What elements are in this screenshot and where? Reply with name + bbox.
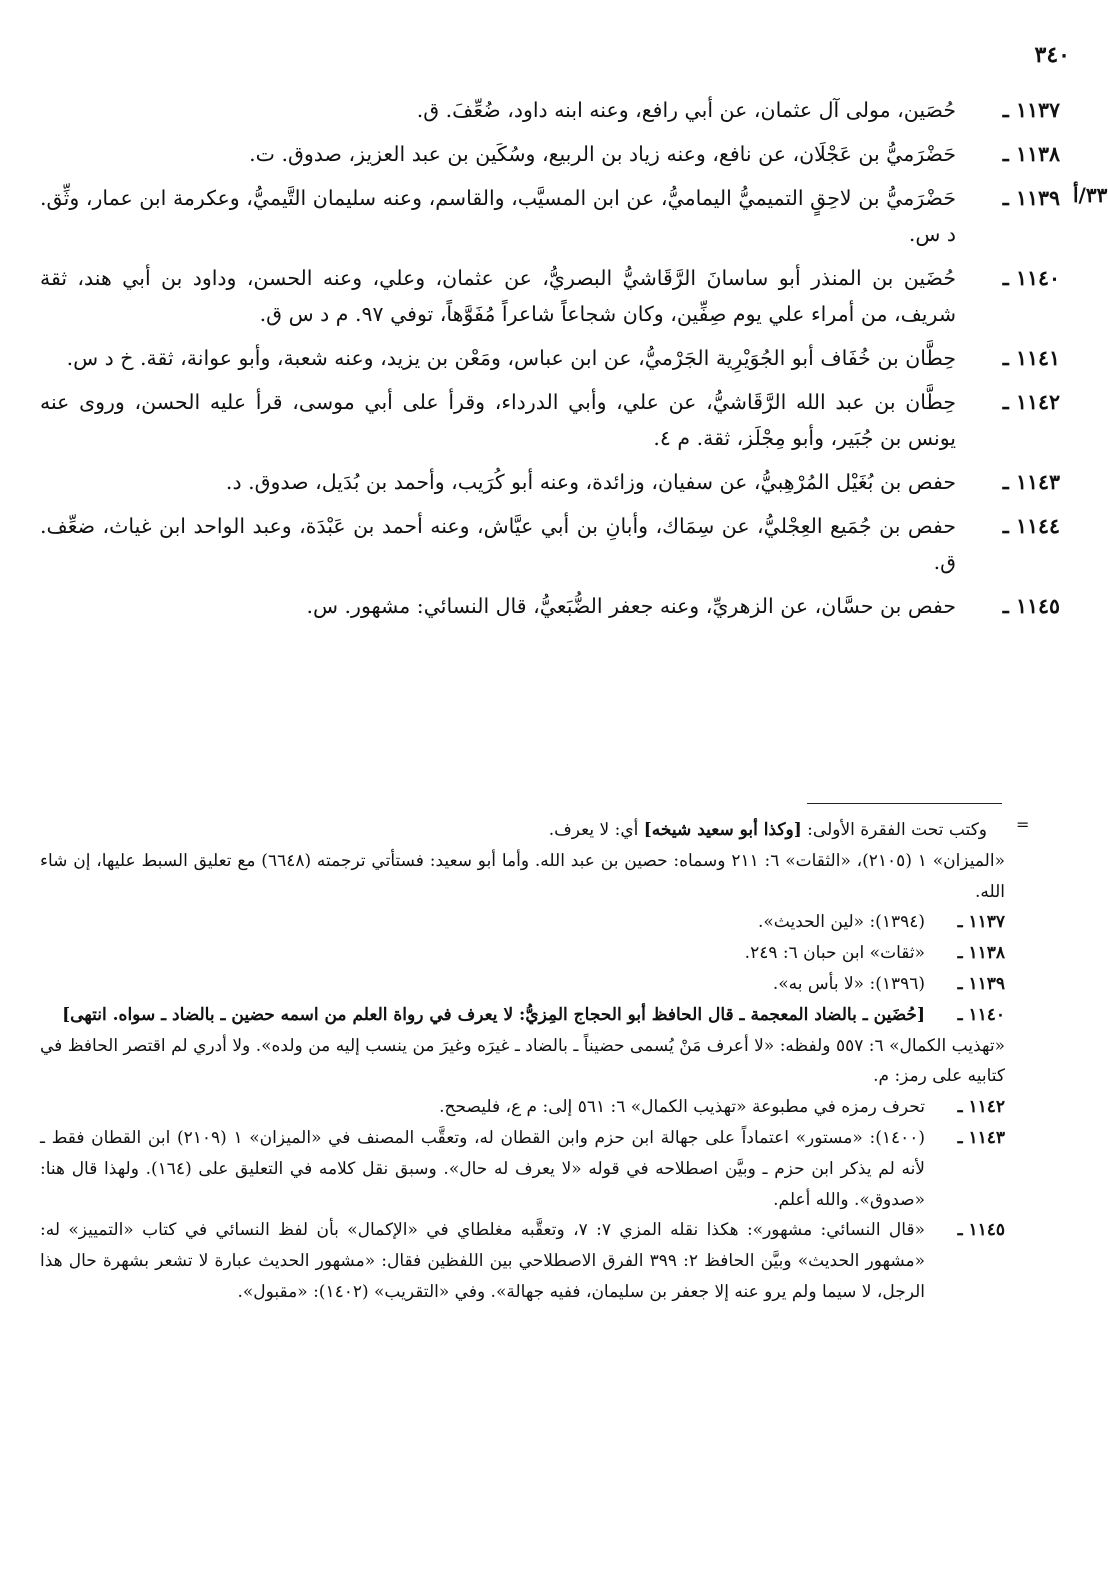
entry-number: ١١٣٨ ـ (1002, 142, 1060, 166)
footnote-number: ١١٤٣ ـ (957, 1127, 1005, 1148)
footnote-text (40, 1215, 925, 1307)
footnote-text (40, 1092, 925, 1123)
footnote-text-run: (١٤٠٠): «مستور» اعتماداً على جهالة ابن حزم وابن القطان له، وتعقَّب المصنف في «الميزان» ١ (٢١٠٩) ابن القطان فقط ـ لأنه لم يذكر ابن حزم ـ وبيَّن اصطلاحه في قوله «لا يعرف له حال». وسبق نقل كلامه في التعليق على (١٦٤). ولهذا قال هنا: «صدوق». والله أعلم. (40, 1127, 926, 1210)
entry-text: حِطَّان بن خُفَاف أبو الجُوَيْرِية الجَرْميُّ، عن ابن عباس، ومَعْن بن يزيد، وعنه شعبة، وأبو عوانة، ثقة. خ د س. (66, 346, 956, 370)
entry-number: ١١٤٤ ـ (1002, 514, 1060, 538)
entry-text: حُضَين بن المنذر أبو ساسانَ الرَّقَاشيُّ البصريُّ، عن عثمان، وعلي، وعنه الحسن، وداود بن أبي هند، ثقة شريف، من أمراء علي يوم صِفِّين، وكان شجاعاً شاعراً مُفَوَّهاً، توفي ٩٧. م د س ق. (40, 266, 956, 326)
footnote-text (40, 1031, 1005, 1093)
entry-number: ١١٣٩ ـ (1002, 186, 1060, 210)
biography-entry (40, 588, 1060, 624)
footnote-text-run: (١٣٩٦): «لا بأس به». (772, 973, 925, 994)
footnote-number: ١١٤٠ ـ (957, 1004, 1005, 1025)
footnote-number: ١١٤٢ ـ (957, 1097, 1005, 1118)
biography-entry (40, 340, 1060, 376)
footnote-text-run: أي: لا يعرف. (548, 820, 644, 840)
entry-number: ١١٣٧ ـ (1002, 98, 1060, 122)
biography-entry (40, 180, 1060, 252)
biography-entry (40, 464, 1060, 500)
footnote-number: ١١٤٥ ـ (957, 1220, 1005, 1241)
footnote (40, 1123, 1005, 1215)
continuation-marker: = (1016, 815, 1030, 834)
footnote-text-run: «تهذيب الكمال» ٦: ٥٥٧ ولفظه: «لا أعرف مَنْ يُسمى حضيناً ـ بالضاد ـ غيرَه وغيرَ من ينسب إليه من ولده». ولا أدري لم اقتصر الحافظ في كتابيه على رمز: م. (40, 1035, 1005, 1087)
footnote-text-run: تحرف رمزه في مطبوعة «تهذيب الكمال» ٦: ٥٦١ إلى: م ع، فليصحح. (439, 1097, 925, 1118)
footnote-text (40, 846, 1005, 908)
entry-text: حفص بن بُغَيْل المُرْهِبيُّ، عن سفيان، وزائدة، وعنه أبو كُرَيب، وأحمد بن بُدَيل، صدوق. د. (225, 470, 956, 494)
biography-entries (40, 92, 1060, 632)
biography-entry (40, 260, 1060, 332)
footnote-number: ١١٣٩ ـ (957, 973, 1005, 994)
entry-number: ١١٤١ ـ (1002, 346, 1060, 370)
footnote (40, 1092, 1005, 1123)
entry-text: حِطَّان بن عبد الله الرَّقَاشيُّ، عن علي، وأبي الدرداء، وقرأ على أبي موسى، قرأ عليه الحسن، وروى عنه يونس بن جُبَير، وأبو مِجْلَز، ثقة. م ٤. (40, 390, 956, 450)
footnote-separator (807, 803, 1002, 804)
footnotes (40, 815, 1005, 1308)
biography-entry (40, 508, 1060, 580)
manuscript-folio-note: ٣٣/أ (1073, 183, 1108, 207)
entry-text: حفص بن حسَّان، عن الزهريِّ، وعنه جعفر الضُّبَعيُّ، قال النسائي: مشهور. س. (306, 594, 956, 618)
entry-number: ١١٤٢ ـ (1002, 390, 1060, 414)
footnote (40, 969, 1005, 1000)
footnote-text-run: «ثقات» ابن حبان ٦: ٢٤٩. (744, 943, 925, 964)
entry-text: حَضْرَميُّ بن لاحِقٍ التميميُّ اليماميُّ، عن ابن المسيَّب، والقاسم، وعنه سليمان التَّيميُّ، وعكرمة ابن عمار، وثِّق. د س. (40, 186, 956, 246)
biography-entry (40, 92, 1060, 128)
entry-text: حَضْرَميُّ بن عَجْلَان، عن نافع، وعنه زياد بن الربيع، وسُكَين بن عبد العزيز، صدوق. ت. (249, 142, 956, 166)
entry-text: حُصَين، مولى آل عثمان، عن أبي رافع، وعنه ابنه داود، ضُعِّفَ. ق. (416, 98, 956, 122)
biography-entry (40, 384, 1060, 456)
footnote-text (40, 938, 925, 969)
biography-entry (40, 136, 1060, 172)
footnote-bold-text: [وكذا أبو سعيد شيخه] (643, 820, 802, 840)
footnote (40, 1000, 1005, 1031)
footnote (40, 938, 1005, 969)
footnote-number: ١١٣٨ ـ (957, 943, 1005, 964)
footnote (40, 907, 1005, 938)
entry-number: ١١٤٥ ـ (1002, 594, 1060, 618)
footnote-bold-text: [حُضَين ـ بالضاد المعجمة ـ قال الحافظ أبو الحجاج المِزيُّ: لا يعرف في رواة العلم من اسمه حضين ـ بالضاد ـ سواه. انتهى] (62, 1004, 925, 1025)
footnote-text (40, 907, 925, 938)
entry-text: حفص بن جُمَيع العِجْليُّ، عن سِمَاك، وأبانِ بن أبي عيَّاش، وعنه أحمد بن عَبْدَة، وعبد الواحد ابن غياث، ضعِّف. ق. (40, 514, 956, 574)
page-number: ٣٤٠ (1034, 42, 1070, 68)
footnote-text (40, 1000, 925, 1031)
footnote-text (40, 1123, 925, 1215)
footnote-text-run: (١٣٩٤): «لين الحديث». (757, 912, 925, 933)
footnote-text-run: «الميزان» ١ (٢١٠٥)، «الثقات» ٦: ٢١١ وسماه: حصين بن عبد الله. وأما أبو سعيد: فستأتي ترجمته (٦٦٤٨) مع تعليق السبط عليها، إن شاء الله. (40, 850, 1005, 902)
entry-number: ١١٤٣ ـ (1002, 470, 1060, 494)
entry-number: ١١٤٠ ـ (1002, 266, 1060, 290)
footnote-text-run: «قال النسائي: مشهور»: هكذا نقله المزي ٧: ٧، وتعقَّبه مغلطاي في «الإكمال» بأن لفظ النسائي في كتاب «التمييز» له: «مشهور الحديث» وبيَّن الحافظ ٢: ٣٩٩ الفرق الاصطلاحي بين اللفظين فقال: «مشهور الحديث عبارة لا تشعر بشهرة حال هذا الرجل، لا سيما ولم يرو عنه إلا جعفر بن سليمان، ففيه جهالة». وفي «التقريب» (١٤٠٢): «مقبول». (40, 1220, 925, 1302)
footnote (40, 1215, 1005, 1307)
footnote-number: ١١٣٧ ـ (957, 912, 1005, 933)
footnote-text (40, 815, 1005, 846)
footnote-text (40, 969, 925, 1000)
footnote-text-run: وكتب تحت الفقرة الأولى: (801, 820, 987, 840)
